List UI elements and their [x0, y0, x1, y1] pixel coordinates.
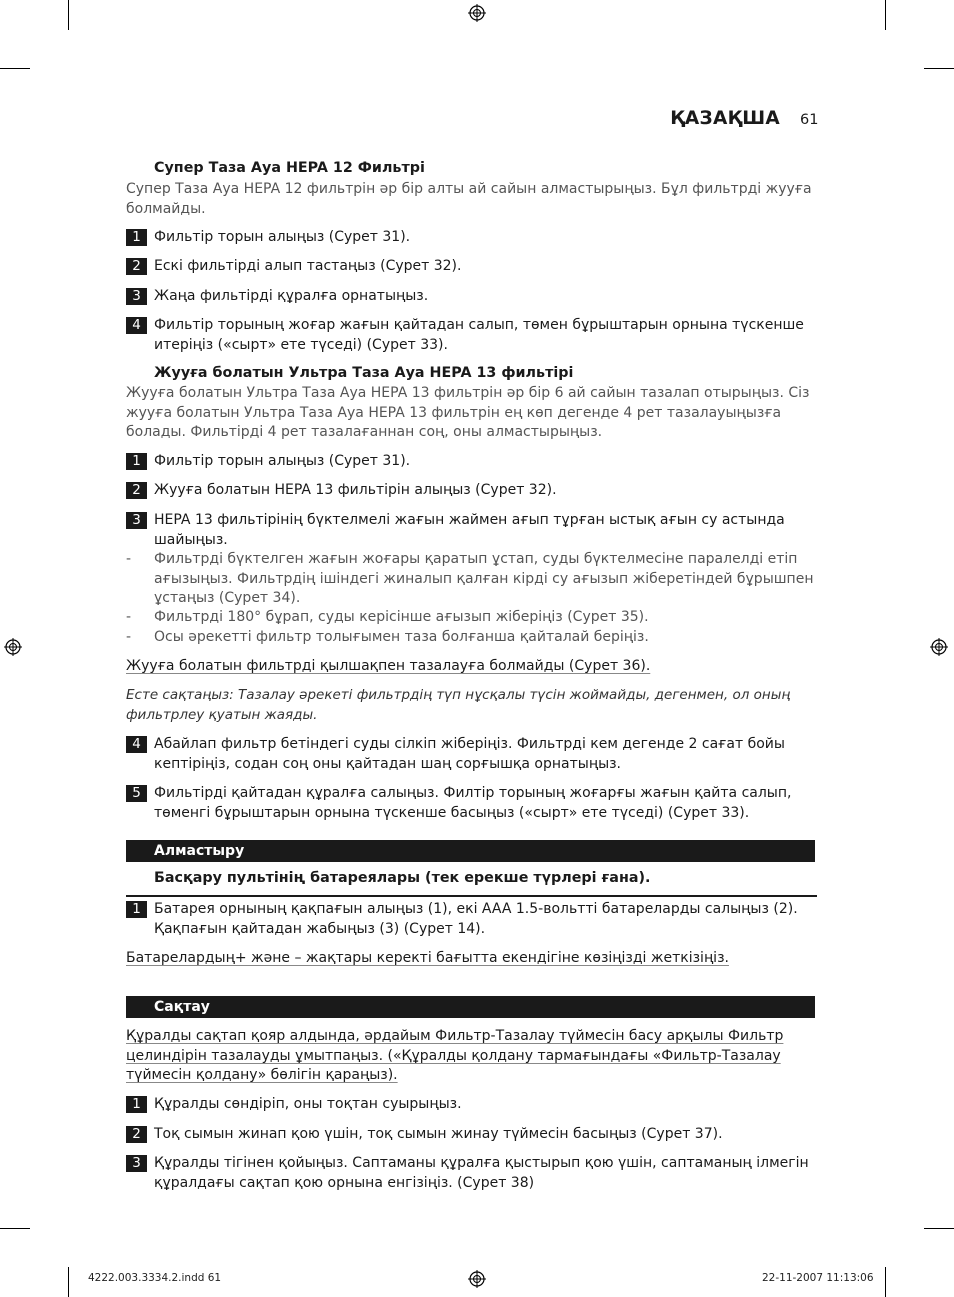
step-number: 3	[126, 512, 147, 529]
step-number: 4	[126, 317, 147, 334]
registration-mark-icon	[930, 638, 948, 656]
crop-mark	[68, 0, 69, 30]
warning-text: Құралды сақтап қояр алдында, әрдайым Фильтр-Тазалау түймесін басу арқылы Фильтр целиндірін тазалауды ұмытпаңыз. («Құралды қолдану тармағындағы «Фильтр-Тазалау түймесін қолдану» бөлігін қараңыз).	[126, 1028, 784, 1084]
note-text: Есте сақтаңыз: Тазалау әрекеті фильтрдің түп нұсқалы түсін жоймайды, дегенмен, ол оның фильтрлеу қуатын жаяды.	[126, 687, 791, 723]
step-text: Тоқ сымын жинап қою үшін, тоқ сымын жинау түймесін басыңыз (Сурет 37).	[154, 1126, 723, 1142]
dash-text: Фильтрді 180° бұрап, суды керісінше ағызып жіберіңіз (Сурет 35).	[154, 609, 649, 625]
crop-mark	[0, 68, 30, 69]
step-text: HEPA 13 фильтірінің бүктелмелі жағын жаймен ағып тұрған ыстық ағын су астында шайыңыз.	[154, 512, 785, 548]
crop-mark	[885, 0, 886, 30]
section-bar: Сақтау	[126, 996, 815, 1018]
step-text: Абайлап фильтр бетіндегі суды сілкіп жіберіңіз. Фильтрді кем дегенде 2 сағат бойы кептіріңіз, содан соң оны қайтадан шаң сорғышқа орнатыңыз.	[154, 736, 785, 772]
page-number: 61	[800, 112, 819, 128]
section-title: Жууға болатын Ультра Таза Ауа HEPA 13 фильтірі	[154, 365, 574, 381]
warning-text: Жууға болатын фильтрді қылшақпен тазалауға болмайды (Сурет 36).	[126, 658, 651, 674]
step-number: 2	[126, 258, 147, 275]
section-intro: Жууға болатын Ультра Таза Ауа HEPA 13 фильтрін әр бір 6 ай сайын тазалап отырыңыз. Сіз жууға болатын Ультра Таза Ауа HEPA 13 фильтрін ең көп дегенде 4 рет тазалауыңызға болады. Фильтірді 4 рет тазалағаннан соң, оны алмастырыңыз.	[126, 385, 810, 441]
section-title: Супер Таза Ауа HEPA 12 Фильтрі	[154, 160, 425, 176]
section-bar: Алмастыру	[126, 840, 815, 862]
step-text: Фильтір торын алыңыз (Сурет 31).	[154, 453, 411, 469]
dash-text: Фильтрді бүктелген жағын жоғары қаратып ұстап, суды бүктелмесіне паралелді етіп ағызыңыз. Фильтрдің ішіндегі жиналып қалған кірді су ағызып жіберетіндей бұрышпен ұстаңыз (Сурет 34).	[154, 551, 814, 607]
warning-text: Батарелардың+ және – жақтары керекті бағытта екендігіне көзіңізді жеткізіңіз.	[126, 950, 729, 966]
step-text: Фильтір торының жоғар жағын қайтадан салып, төмен бұрыштарын орнына түскенше итеріңіз («сырт» ете түседі) (Сурет 33).	[154, 317, 804, 353]
crop-mark	[885, 1267, 886, 1297]
step-text: Фильтір торын алыңыз (Сурет 31).	[154, 229, 411, 245]
step-number: 5	[126, 785, 147, 802]
footer-file-info: 4222.003.3334.2.indd 61	[88, 1272, 222, 1284]
step-number: 1	[126, 901, 147, 918]
crop-mark	[924, 1228, 954, 1229]
step-text: Жаңа фильтірді құралға орнатыңыз.	[154, 288, 429, 304]
registration-mark-icon	[468, 1270, 486, 1288]
step-number: 4	[126, 736, 147, 753]
registration-mark-icon	[4, 638, 22, 656]
step-text: Фильтірді қайтадан құралға салыңыз. Филтір торының жоғарғы жағын қайта салып, төменгі бұрыштарын орнына түскенше басыңыз («сырт» ете түседі) (Сурет 33).	[154, 785, 792, 821]
registration-mark-icon	[468, 4, 486, 22]
step-number: 1	[126, 1096, 147, 1113]
step-number: 1	[126, 229, 147, 246]
footer-timestamp: 22-11-2007 11:13:06	[762, 1272, 874, 1284]
step-text: Батарея орнының қақпағын алыңыз (1), екі AAA 1.5-вольтті батареларды салыңыз (2). Қақпағын қайтадан жабыңыз (3) (Сурет 14).	[154, 901, 798, 937]
page-language-header: ҚАЗАҚША	[670, 108, 780, 129]
step-number: 2	[126, 482, 147, 499]
section-intro: Супер Таза Ауа HEPA 12 фильтрін әр бір алты ай сайын алмастырыңыз. Бұл фильтрді жууға болмайды.	[126, 181, 812, 217]
crop-mark	[924, 68, 954, 69]
step-number: 3	[126, 1155, 147, 1172]
dash-text: Осы әрекетті фильтр толығымен таза болғанша қайталай беріңіз.	[154, 629, 649, 645]
step-text: Құралды тігінен қойыңыз. Саптаманы құралға қыстырып қою үшін, саптаманың ілмегін құралдағы сақтап қою орнына енгізіңіз. (Сурет 38)	[154, 1155, 809, 1191]
step-number: 1	[126, 453, 147, 470]
crop-mark	[0, 1228, 30, 1229]
crop-mark	[68, 1267, 69, 1297]
step-text: Құралды сөндіріп, оны тоқтан суырыңыз.	[154, 1096, 462, 1112]
step-text: Ескі фильтірді алып тастаңыз (Сурет 32).	[154, 258, 462, 274]
step-number: 2	[126, 1126, 147, 1143]
subsection-title: Басқару пультінің батареялары (тек ерекше түрлері ғана).	[126, 870, 817, 897]
step-number: 3	[126, 288, 147, 305]
step-text: Жууға болатын HEPA 13 фильтірін алыңыз (Сурет 32).	[154, 482, 557, 498]
